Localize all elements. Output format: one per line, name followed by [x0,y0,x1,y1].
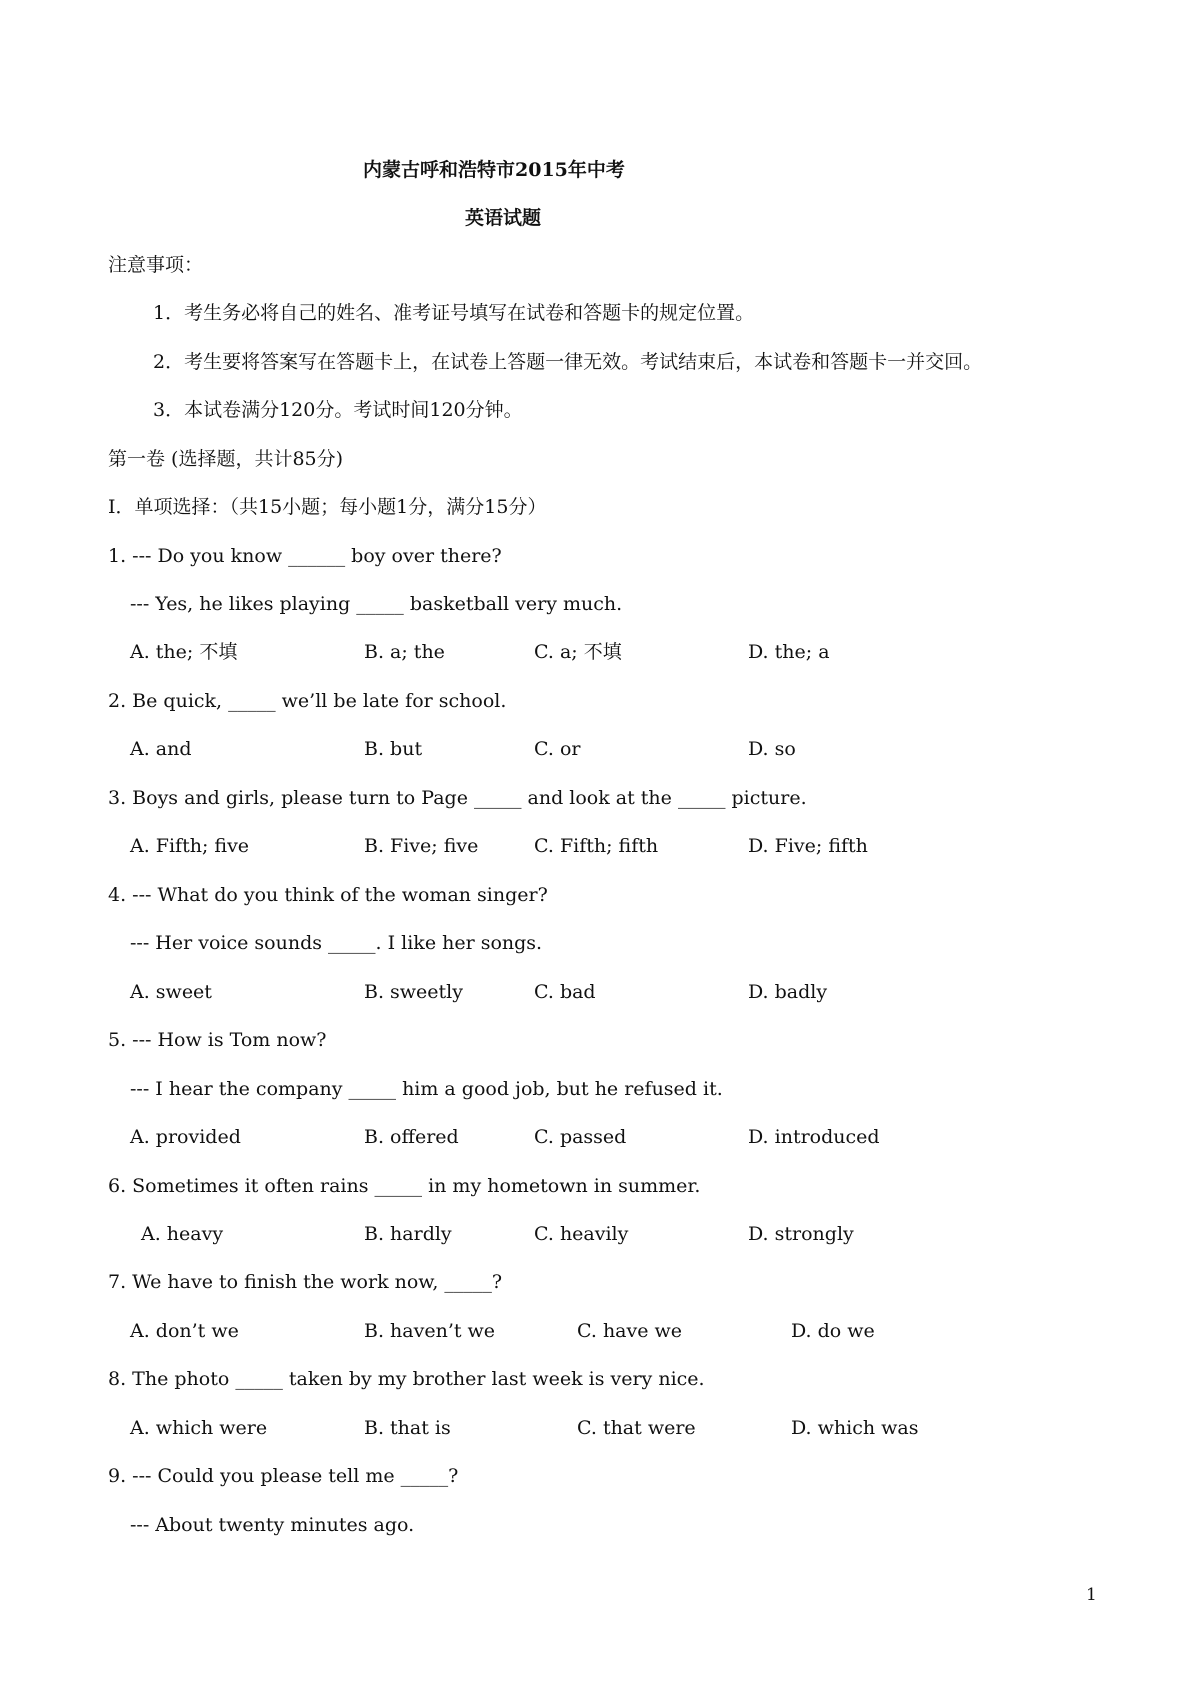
question-stem: --- Her voice sounds _____. I like her songs. [130,932,543,954]
option-b: B. hardly [364,1223,452,1245]
question-stem: 3. Boys and girls, please turn to Page _____ and look at the _____ picture. [108,787,807,809]
option-d: D. Five; fifth [748,835,868,857]
question-stem: 7. We have to finish the work now, _____? [108,1271,503,1293]
option-c: C. bad [534,981,596,1003]
section-heading: I．单项选择：（共15小题；每小题1分，满分15分） [108,496,547,518]
option-c: C. heavily [534,1223,629,1245]
option-a: A. sweet [130,981,212,1003]
option-a: A. the; 不填 [130,641,238,663]
option-c: C. that were [577,1417,696,1439]
option-a: A. which were [130,1417,268,1439]
notice-item: 3．本试卷满分120分。考试时间120分钟。 [153,399,523,421]
option-d: D. badly [748,981,828,1003]
option-c: C. have we [577,1320,683,1342]
question-stem: --- About twenty minutes ago. [130,1514,415,1536]
exam-title: 内蒙古呼和浩特市2015年中考 [363,159,625,181]
question-stem: 8. The photo _____ taken by my brother last week is very nice. [108,1368,705,1390]
option-d: D. do we [791,1320,875,1342]
question-stem: 1. --- Do you know ______ boy over there? [108,545,502,567]
question-stem: --- Yes, he likes playing _____ basketball very much. [130,593,623,615]
option-d: D. introduced [748,1126,880,1148]
notice-item: 1．考生务必将自己的姓名、准考证号填写在试卷和答题卡的规定位置。 [153,302,755,324]
option-c: C. Fifth; fifth [534,835,659,857]
option-b: B. that is [364,1417,451,1439]
option-c: C. or [534,738,581,760]
option-a: A. provided [130,1126,241,1148]
exam-subtitle: 英语试题 [465,207,542,229]
option-d: D. strongly [748,1223,854,1245]
volume-heading: 第一卷 (选择题，共计85分) [108,448,344,470]
option-a: A. heavy [141,1223,224,1245]
option-b: B. sweetly [364,981,463,1003]
option-b: B. but [364,738,423,760]
option-c: C. passed [534,1126,627,1148]
question-stem: 9. --- Could you please tell me _____? [108,1465,459,1487]
question-stem: --- I hear the company _____ him a good job, but he refused it. [130,1078,723,1100]
notice-heading: 注意事项： [108,254,204,276]
page-number: 1 [1086,1585,1097,1605]
question-stem: 5. --- How is Tom now? [108,1029,327,1051]
option-b: B. offered [364,1126,459,1148]
option-b: B. Five; five [364,835,479,857]
question-stem: 2. Be quick, _____ we’ll be late for school. [108,690,507,712]
question-stem: 4. --- What do you think of the woman singer? [108,884,548,906]
notice-item: 2．考生要将答案写在答题卡上，在试卷上答题一律无效。考试结束后，本试卷和答题卡一并交回。 [153,351,983,373]
option-d: D. which was [791,1417,919,1439]
option-c: C. a; 不填 [534,641,622,663]
option-d: D. so [748,738,796,760]
option-a: A. Fifth; five [130,835,250,857]
option-d: D. the; a [748,641,830,663]
option-b: B. haven’t we [364,1320,496,1342]
option-a: A. don’t we [130,1320,239,1342]
question-stem: 6. Sometimes it often rains _____ in my hometown in summer. [108,1175,701,1197]
option-b: B. a; the [364,641,445,663]
option-a: A. and [130,738,192,760]
